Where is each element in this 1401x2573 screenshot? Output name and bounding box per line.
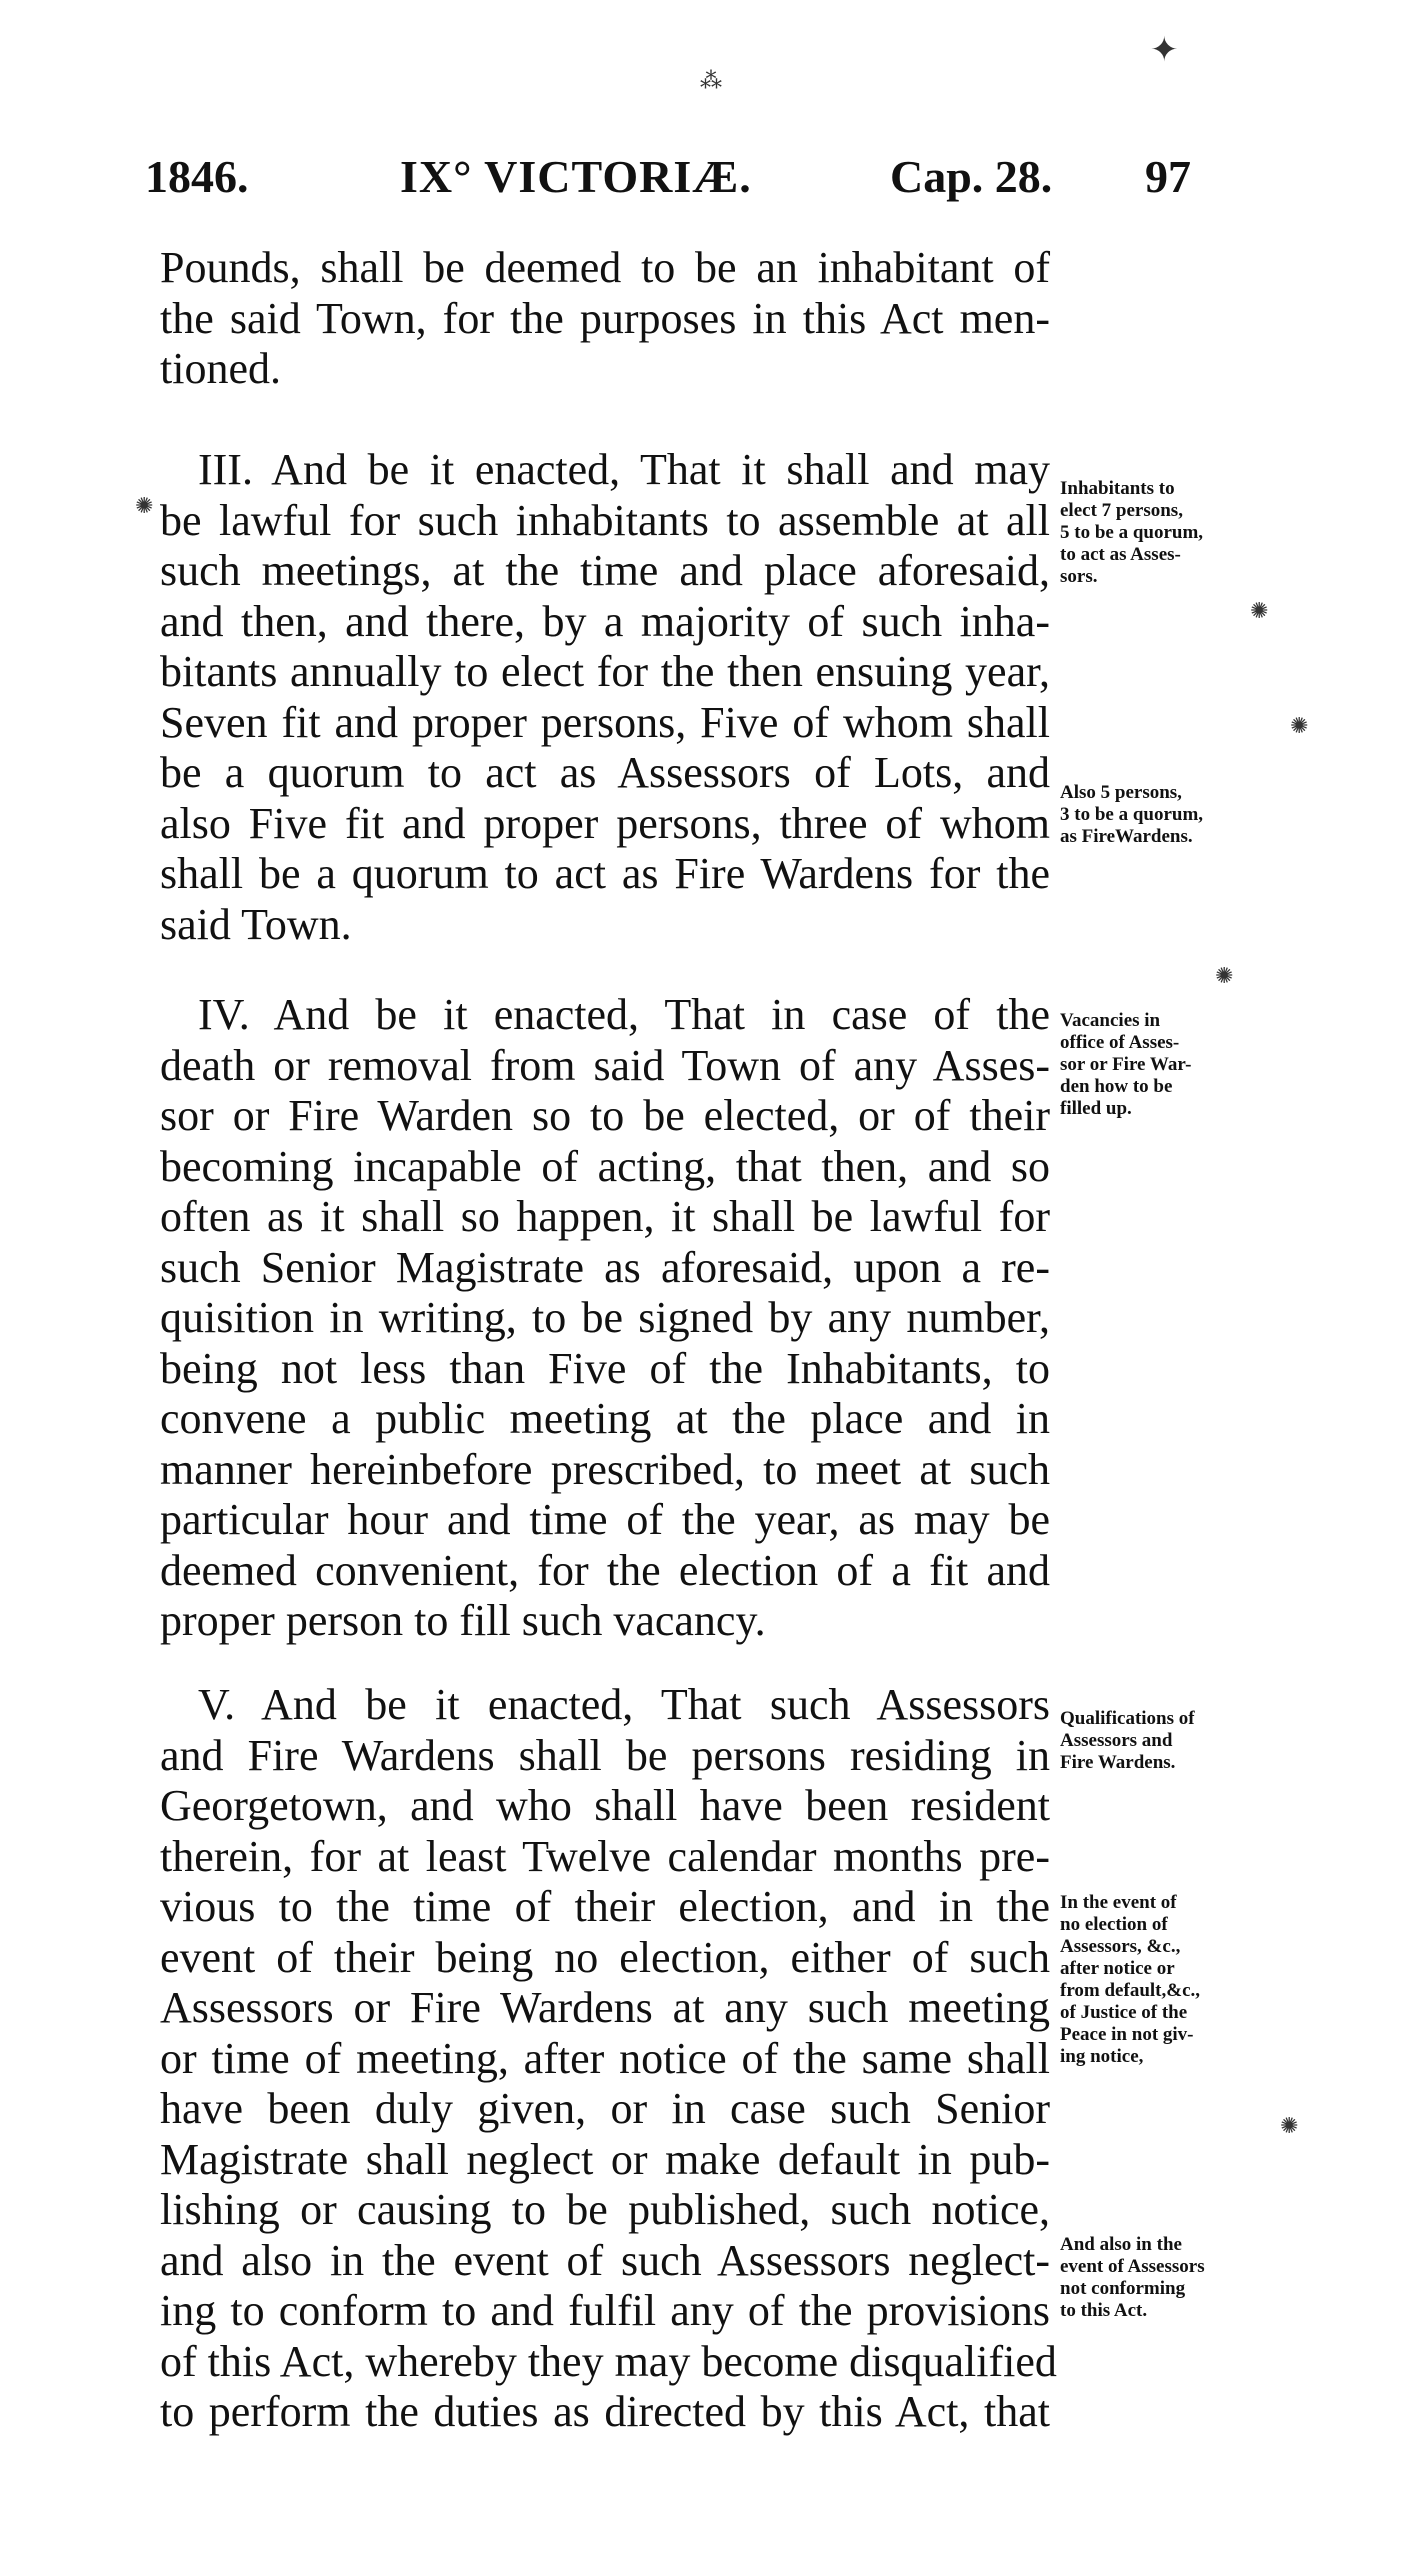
- text-line: proper person to fill such vacancy.: [160, 1596, 766, 1645]
- margin-note-line: no election of: [1060, 1914, 1168, 1935]
- text-line: III. And be it enacted, That it shall and may: [198, 445, 1050, 494]
- text-line: deemed convenient, for the election of a fit and: [160, 1545, 1050, 1595]
- paragraph-continuation: [160, 243, 1050, 395]
- page-header: [145, 150, 1235, 214]
- header-year: 1846.: [145, 151, 249, 202]
- text-line: Magistrate shall neglect or make default in pub-: [160, 2134, 1050, 2184]
- text-line: Georgetown, and who shall have been resident: [160, 1781, 1050, 1830]
- margin-note-in-the-event: [1060, 1892, 1260, 2068]
- text-line: or time of meeting, after notice of the same shall: [160, 2033, 1050, 2083]
- margin-note-qualifications: [1060, 1708, 1260, 1774]
- text-line: event of their being no election, either of such: [160, 1932, 1050, 1982]
- text-line: sor or Fire Warden so to be elected, or of their: [160, 1091, 1050, 1140]
- text-line: IV. And be it enacted, That in case of the: [198, 990, 1050, 1039]
- header-title: IX° VICTORIÆ.: [400, 151, 752, 202]
- margin-note-line: Fire Wardens.: [1060, 1752, 1176, 1773]
- text-line: such meetings, at the time and place aforesaid,: [160, 546, 1050, 595]
- text-line: also Five fit and proper persons, three of whom: [160, 798, 1050, 848]
- margin-note-line: Peace in not giv-: [1060, 2024, 1194, 2045]
- margin-note-line: of Justice of the: [1060, 2002, 1188, 2023]
- paragraph-section-3: [160, 445, 1050, 950]
- margin-note-line: to this Act.: [1060, 2300, 1148, 2321]
- margin-note-line: as FireWardens.: [1060, 826, 1193, 847]
- scan-speck: ⁂: [700, 68, 722, 93]
- margin-note-line: 3 to be a quorum,: [1060, 804, 1204, 825]
- scan-speck: ✺: [1290, 713, 1309, 738]
- text-line: often as it shall so happen, it shall be lawful for: [160, 1192, 1050, 1241]
- page-number: 97: [1145, 151, 1191, 202]
- text-line: ing to conform to and fulfil any of the provisions: [160, 2286, 1050, 2335]
- text-line: tioned.: [160, 344, 281, 393]
- text-line: being not less than Five of the Inhabitants, to: [160, 1343, 1050, 1393]
- margin-note-line: filled up.: [1060, 1098, 1132, 1119]
- scan-speck: ✺: [135, 493, 154, 518]
- text-line: death or removal from said Town of any Asses-: [160, 1040, 1050, 1090]
- text-line: to perform the duties as directed by this Act, that: [160, 2387, 1050, 2436]
- header-chapter: Cap. 28.: [890, 151, 1053, 202]
- margin-note-line: sors.: [1060, 566, 1098, 587]
- margin-note-line: elect 7 persons,: [1060, 500, 1183, 521]
- paragraph-section-4: [160, 990, 1050, 1647]
- text-line: be lawful for such inhabitants to assemble at all: [160, 495, 1050, 545]
- margin-note-line: event of Assessors: [1060, 2256, 1205, 2277]
- margin-note-line: office of Asses-: [1060, 1032, 1180, 1053]
- margin-note-line: sor or Fire War-: [1060, 1054, 1192, 1075]
- margin-note-inhabitants-to-elect: [1060, 478, 1260, 588]
- text-line: of this Act, whereby they may become disqualified: [160, 2336, 1057, 2386]
- text-line: said Town.: [160, 899, 352, 949]
- margin-note-line: ing notice,: [1060, 2046, 1144, 2067]
- margin-note-line: after notice or: [1060, 1958, 1175, 1979]
- text-line: vious to the time of their election, and in the: [160, 1882, 1050, 1931]
- margin-note-line: Inhabitants to: [1060, 478, 1175, 499]
- margin-note-line: In the event of: [1060, 1892, 1177, 1913]
- text-line: the said Town, for the purposes in this Act men-: [160, 293, 1050, 343]
- text-line: Pounds, shall be deemed to be an inhabitant of: [160, 243, 1050, 292]
- text-line: manner hereinbefore prescribed, to meet at such: [160, 1444, 1050, 1494]
- text-line: such Senior Magistrate as aforesaid, upon a re-: [160, 1242, 1050, 1292]
- text-line: becoming incapable of acting, that then, and so: [160, 1141, 1050, 1191]
- text-line: lishing or causing to be published, such notice,: [160, 2185, 1050, 2234]
- margin-note-line: Qualifications of: [1060, 1708, 1195, 1729]
- text-line: and then, and there, by a majority of such inha-: [160, 596, 1050, 646]
- scan-speck: ✺: [1250, 598, 1269, 623]
- text-line: particular hour and time of the year, as may be: [160, 1495, 1050, 1544]
- margin-note-also-5-persons: [1060, 782, 1260, 848]
- text-line: bitants annually to elect for the then ensuing year,: [160, 647, 1050, 696]
- scan-speck: ✺: [1280, 2113, 1299, 2138]
- text-line: shall be a quorum to act as Fire Wardens for the: [160, 849, 1050, 898]
- text-line: have been duly given, or in case such Senior: [160, 2084, 1050, 2133]
- text-line: convene a public meeting at the place and in: [160, 1394, 1050, 1443]
- text-line: be a quorum to act as Assessors of Lots, and: [160, 748, 1050, 797]
- text-line: and Fire Wardens shall be persons residing in: [160, 1730, 1050, 1780]
- margin-note-and-also: [1060, 2234, 1260, 2322]
- text-line: quisition in writing, to be signed by any number,: [160, 1293, 1050, 1342]
- margin-note-line: Assessors, &c.,: [1060, 1936, 1181, 1957]
- margin-note-line: And also in the: [1060, 2234, 1182, 2255]
- margin-note-line: not conforming: [1060, 2278, 1186, 2299]
- paragraph-section-5: [160, 1680, 1057, 2438]
- scan-speck: ✦: [1150, 32, 1179, 69]
- margin-note-line: Also 5 persons,: [1060, 782, 1182, 803]
- margin-note-line: Vacancies in: [1060, 1010, 1161, 1031]
- text-line: therein, for at least Twelve calendar months pre-: [160, 1831, 1050, 1881]
- text-line: Seven fit and proper persons, Five of whom shall: [160, 697, 1050, 747]
- margin-note-line: den how to be: [1060, 1076, 1173, 1097]
- text-line: and also in the event of such Assessors neglect-: [160, 2235, 1050, 2285]
- margin-note-line: Assessors and: [1060, 1730, 1173, 1751]
- margin-note-line: to act as Asses-: [1060, 544, 1181, 565]
- scan-speck: ✺: [1215, 963, 1234, 988]
- margin-note-vacancies: [1060, 1010, 1260, 1120]
- margin-note-line: from default,&c.,: [1060, 1980, 1201, 2001]
- text-line: Assessors or Fire Wardens at any such meeting: [160, 1983, 1050, 2032]
- text-line: V. And be it enacted, That such Assessors: [198, 1680, 1050, 1729]
- margin-note-line: 5 to be a quorum,: [1060, 522, 1204, 543]
